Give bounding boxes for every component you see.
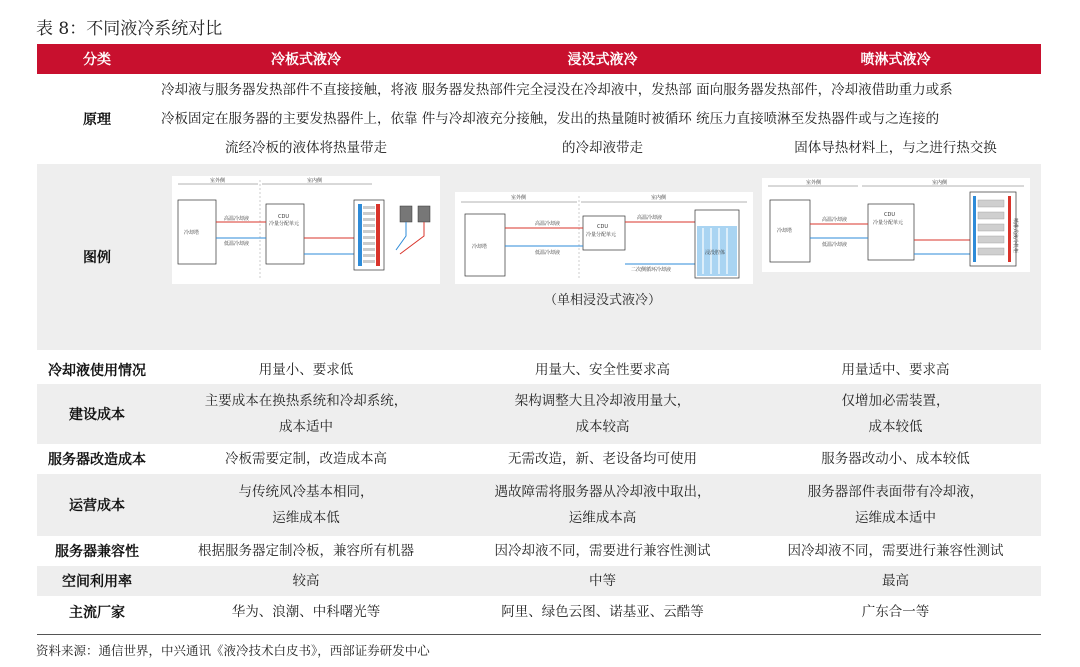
cell-line: 阿里、绿色云图、诺基亚、云酷等: [501, 604, 704, 620]
cell-line: 运维成本高: [568, 510, 637, 526]
cell-line: 用量大、安全性要求高: [535, 362, 670, 378]
cell-line: 最高: [882, 573, 909, 589]
row-cell: [157, 384, 455, 444]
row-cell: [455, 444, 750, 474]
row-cell: [455, 474, 750, 536]
row-label: 服务器改造成本: [48, 452, 146, 468]
sp-indoor-label: 室内侧: [931, 180, 947, 186]
row-cell: [750, 384, 1041, 444]
row-cell: [750, 566, 1041, 596]
sp-outdoor-label: 室外侧: [805, 180, 821, 186]
row-cell: [157, 536, 455, 566]
cp-outdoor-label: 室外侧: [210, 178, 226, 184]
cell-line: 无需改造，新、老设备均可使用: [508, 451, 697, 467]
principle-spray-end: 固体导热材料上，与之进行热交换: [794, 139, 997, 156]
immersion-diagram-caption: （单相浸没式液冷）: [543, 293, 661, 308]
cell-line: 用量适中、要求高: [841, 362, 950, 378]
header-immersion: 浸没式液冷: [455, 44, 750, 74]
cell-line: 架构调整大且冷却液用量大，: [514, 393, 691, 409]
spray-diagram-cell: [750, 164, 1041, 350]
table-caption: 表 8：不同液冷系统对比: [36, 19, 223, 39]
principle-row: [37, 74, 1041, 164]
row-label: 服务器兼容性: [55, 544, 139, 560]
row-cell: [157, 356, 455, 384]
cell-line: 仅增加必需装置，: [841, 393, 950, 409]
table-row: [37, 356, 1041, 384]
sp-cold-label: 低温冷却液: [821, 242, 847, 248]
principle-line-2: 冷板固定在服务器的主要发热器件上，依靠 件与冷却液充分接触，发出的热量随时被循环 统压力直接喷淋至发热器件或与之连接的: [161, 110, 940, 127]
row-cell: [157, 474, 455, 536]
diagram-row: [37, 164, 1041, 350]
im-hot-label-2: 高温冷却液: [637, 215, 663, 221]
source-note: 资料来源：通信世界，中兴通讯《液冷技术白皮书》，西部证券研发中心: [36, 643, 430, 658]
row-label: 主流厂家: [69, 605, 125, 621]
table-row: [37, 536, 1041, 566]
spray-diagram: [762, 178, 1030, 272]
cell-line: 遇故障需将服务器从冷却液中取出，: [494, 484, 711, 500]
im-tower-label: 冷却塔: [472, 244, 488, 250]
cp-indoor-label: 室内侧: [307, 178, 323, 184]
cell-line: 成本较低: [868, 419, 923, 435]
immersion-diagram-cell: [455, 164, 750, 350]
principle-immersion-end: 的冷却液带走: [562, 139, 643, 156]
row-cell: [455, 384, 750, 444]
principle-cold-plate-end: 流经冷板的液体将热量带走: [225, 139, 387, 156]
comparison-table-rows: [37, 356, 1041, 628]
row-cell: [455, 566, 750, 596]
principle-label: 原理: [83, 112, 111, 128]
row-cell: [750, 536, 1041, 566]
header-row: [37, 44, 1041, 74]
cp-cold-label: 低温冷却液: [224, 241, 250, 247]
row-cell: [750, 356, 1041, 384]
cell-line: 用量小、要求低: [258, 362, 354, 378]
cell-line: 中等: [589, 573, 616, 589]
cell-line: 服务器改动小、成本较低: [821, 451, 970, 467]
row-cell: [750, 474, 1041, 536]
bottom-rule: [37, 634, 1041, 635]
cell-line: 与传统风冷基本相同，: [238, 484, 374, 500]
im-hot-label: 高温冷却液: [535, 221, 561, 227]
cell-line: 根据服务器定制冷板，兼容所有机器: [198, 543, 414, 559]
im-indoor-label: 室内侧: [651, 195, 667, 201]
row-cell: [455, 596, 750, 628]
cell-line: 服务器部件表面带有冷却液，: [807, 484, 984, 500]
principle-line-1: 冷却液与服务器发热部件不直接接触，将液 服务器发热部件完全浸没在冷却液中，发热部 面向服务器发热部件，冷却液借助重力或系: [161, 81, 953, 98]
cp-tower-label: 冷却塔: [184, 230, 200, 236]
principle-line-3: [157, 134, 1041, 163]
cell-line: 成本较高: [575, 419, 630, 435]
sp-cdu-sub: 冷量分配单元: [872, 220, 903, 226]
cell-line: 华为、浪潮、中科曙光等: [231, 604, 381, 620]
cell-line: 因冷却液不同，需要进行兼容性测试: [787, 543, 1004, 559]
im-cold-label: 低温冷却液: [535, 250, 561, 256]
row-label: 运营成本: [37, 474, 157, 536]
comparison-table: [37, 44, 1041, 350]
row-label: 空间利用率: [37, 566, 157, 596]
row-label: 冷却液使用情况: [48, 363, 146, 379]
sp-cdu-label: CDU: [883, 212, 895, 218]
row-label: 建设成本: [37, 384, 157, 444]
cp-hot-label: 高温冷却液: [224, 216, 250, 222]
cp-cdu-label: CDU: [278, 214, 290, 220]
im-cdu-label: CDU: [597, 224, 609, 230]
row-cell: [750, 444, 1041, 474]
cell-line: 较高: [292, 573, 320, 589]
row-cell: [455, 356, 750, 384]
cell-line: 成本适中: [279, 419, 333, 435]
cell-line: 冷板需要定制，改造成本高: [225, 451, 387, 467]
row-cell: [157, 596, 455, 628]
sp-hot-label: 高温冷却液: [821, 217, 847, 223]
cp-cdu-sub: 冷量分配单元: [269, 221, 300, 227]
im-tank-label: 浸没腔体: [705, 250, 726, 256]
table-row: [37, 474, 1041, 536]
header-spray: 喷淋式液冷: [750, 44, 1041, 74]
row-cell: [157, 444, 455, 474]
cold-plate-diagram: [172, 176, 440, 284]
row-cell: [750, 596, 1041, 628]
table-row: [37, 566, 1041, 596]
table-body: [37, 356, 1041, 628]
cell-line: 因冷却液不同，需要进行兼容性测试: [494, 543, 711, 559]
diagram-label: 图例: [37, 164, 157, 350]
principle-text: [157, 74, 1041, 164]
sp-cabinet-label: 喷淋式液冷机柜: [1011, 218, 1018, 254]
im-cdu-sub: 冷量分配单元: [586, 232, 617, 238]
table-row: [37, 384, 1041, 444]
cell-line: 运维成本适中: [855, 510, 936, 526]
row-cell: [455, 536, 750, 566]
immersion-diagram: [455, 192, 753, 284]
row-cell: [157, 566, 455, 596]
im-outdoor-label: 室外侧: [511, 195, 527, 201]
sp-tower-label: 冷却塔: [776, 228, 792, 234]
im-loop2-label: 二次侧循环冷却液: [631, 267, 672, 273]
cell-line: 运维成本低: [272, 510, 340, 526]
cell-line: 广东合一等: [861, 604, 930, 620]
table-row: [37, 596, 1041, 628]
header-cold-plate: 冷板式液冷: [157, 44, 455, 74]
cell-line: 主要成本在换热系统和冷却系统，: [204, 393, 408, 409]
cold-plate-diagram-cell: [157, 164, 455, 350]
header-category: 分类: [37, 44, 157, 74]
table-row: [37, 444, 1041, 474]
